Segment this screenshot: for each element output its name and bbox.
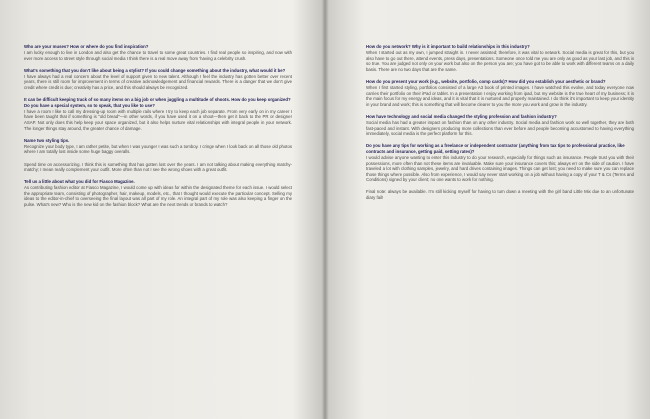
interview-answer: I have a room I like to call my dressing-up room with multiple rails where I try to keep each job separate. From very early on in my career I have been taught that if something is "old bread"—in other words, if you have used it on a shoot—then get it back to the PR or designer ASAP. Not only does this help keep your space organized, but it also helps nurture vital relationships with integral people in your network. The longer things stay around, the greater chance of damage. [24, 108, 292, 131]
interview-question: How do you present your work (e.g., website, portfolio, comp cards)? How did you establish your aesthetic or brand? [366, 78, 606, 84]
interview-answer: I would advise anyone wanting to enter this industry to do your research, especially for things such as insurance. People trust you with their possessions, more often than not these items are invaluable. Make sure your insurance covers this; always err on the side of caution. I have traveled a lot with clothing samples, jewelry, and hard drives containing images. Things can get lost; you need to make sure you can replace those things where possible. Also from experience, I would say never start working on a job without having a copy of your T & Cs (Terms and Conditions) signed by your client; no one wants to work for nothing. [366, 155, 634, 183]
interview-answer: I am lucky enough to live in London and also get the chance to travel to some great countries. I find real people so inspiring, and now with ever more access to street style through social media I think there is a real move away from 'having a celebrity crush. [24, 50, 292, 61]
interview-question: Do you have any tips for working as a freelance or independent contractor (anything from tax tips to professional practice, like contracts and insurance, getting paid, setting rates)? [366, 143, 625, 154]
interview-question: It can be difficult keeping track of so many items on a big job or when juggling a multitude of shoots. How do you keep organized? Do you have a special system, so to speak, that you like to use? [24, 97, 291, 108]
interview-answer: As contributing fashion editor at Fiasco Magazine, I would come up with ideas for within the designated theme for each issue. I would select the appropriate team, consisting of photographer, hair, makeup, models, etc., that I thought would execute the particular concept. Selling my ideas to the editor-in-chief to overseeing the final layout was all part of my role. An integral part of my role was also keeping a finger on the pulse. What's new? Who is the new kid on the fashion block? What are the next trends or brands to watch? [24, 185, 292, 208]
interview-question: Who are your muses? How or where do you find inspiration? [24, 44, 149, 49]
interview-answer: Recognize your body type, I am rather petite, but when I was younger I was such a tomboy. I cringe when I look back on all those old photos where I am totally lost inside some huge baggy overalls. [24, 143, 292, 155]
interview-question: What's something that you don't like about being a stylist? If you could change something about the industry, what would it be? [24, 67, 286, 73]
left-page [24, 44, 292, 214]
right-page [366, 44, 634, 207]
interview-question: How do you network? Why is it important to build relationships in this industry? [366, 44, 530, 49]
interview-question: Tell us a little about what you did for Fiasco Magazine. [24, 179, 135, 185]
interview-answer: Social media has had a greater impact on fashion than on any other industry. Social media and fashion work so well together, they are both fast-paced and instant. With designers producing more collections than ever before and people becoming accustomed to having everything immediately, social media is the perfect platform for this. [366, 120, 634, 137]
interview-question: How have technology and social media changed the styling profession and fashion industry? [366, 113, 557, 119]
interview-answer: Final note: always be available. I'm still kicking myself for having to turn down a meeting with the girl band Little Mix due to an unfortunate diary fail! [366, 189, 634, 201]
interview-question: Name two styling tips. [24, 137, 70, 143]
interview-answer: I have always had a real concern about the level of support given to new talent. Although I feel the industry has gotten better over recent years, there is still room for improvement in terms of creative acknowledgement and financial rewards. There is a danger that we don't give credit where credit is due; creativity has a price, and this should always be recognized. [24, 73, 292, 91]
interview-answer: When I started out as my own, I jumped straight in. I never assisted; therefore, it was vital to network. Social media is great for this, but you also have to go out there, attend events, press days, presentations. Someone once told me you are only as good as your last job, and this is so true. You are judged not only on your work but also on the person you are; you have got to be able to work with different teams on a daily basis. There are no two days that are the same. [366, 50, 634, 72]
interview-answer: When I first started styling, portfolios consisted of a large A3 book of printed images. I have watched this evolve, and today everyone now carries their portfolio on their iPad or tablet. In a presentation I enjoy working from ipad, but my website is the true heart of my business; it is the main focus for my energy and ideas, and it is vital that it is nurtured and properly maintained. I do think it's important to keep your identity in your brand and work; this is something that will become clearer to you the more you work and grow in the industry. [366, 85, 634, 107]
interview-answer: Spend time on accessorizing. I think this is something that has gotten lost over the years. I am not talking about making everything matchy-matchy; I mean really complement your outfit. More often than not I see the wrong shoes with a great outfit. [24, 161, 292, 173]
